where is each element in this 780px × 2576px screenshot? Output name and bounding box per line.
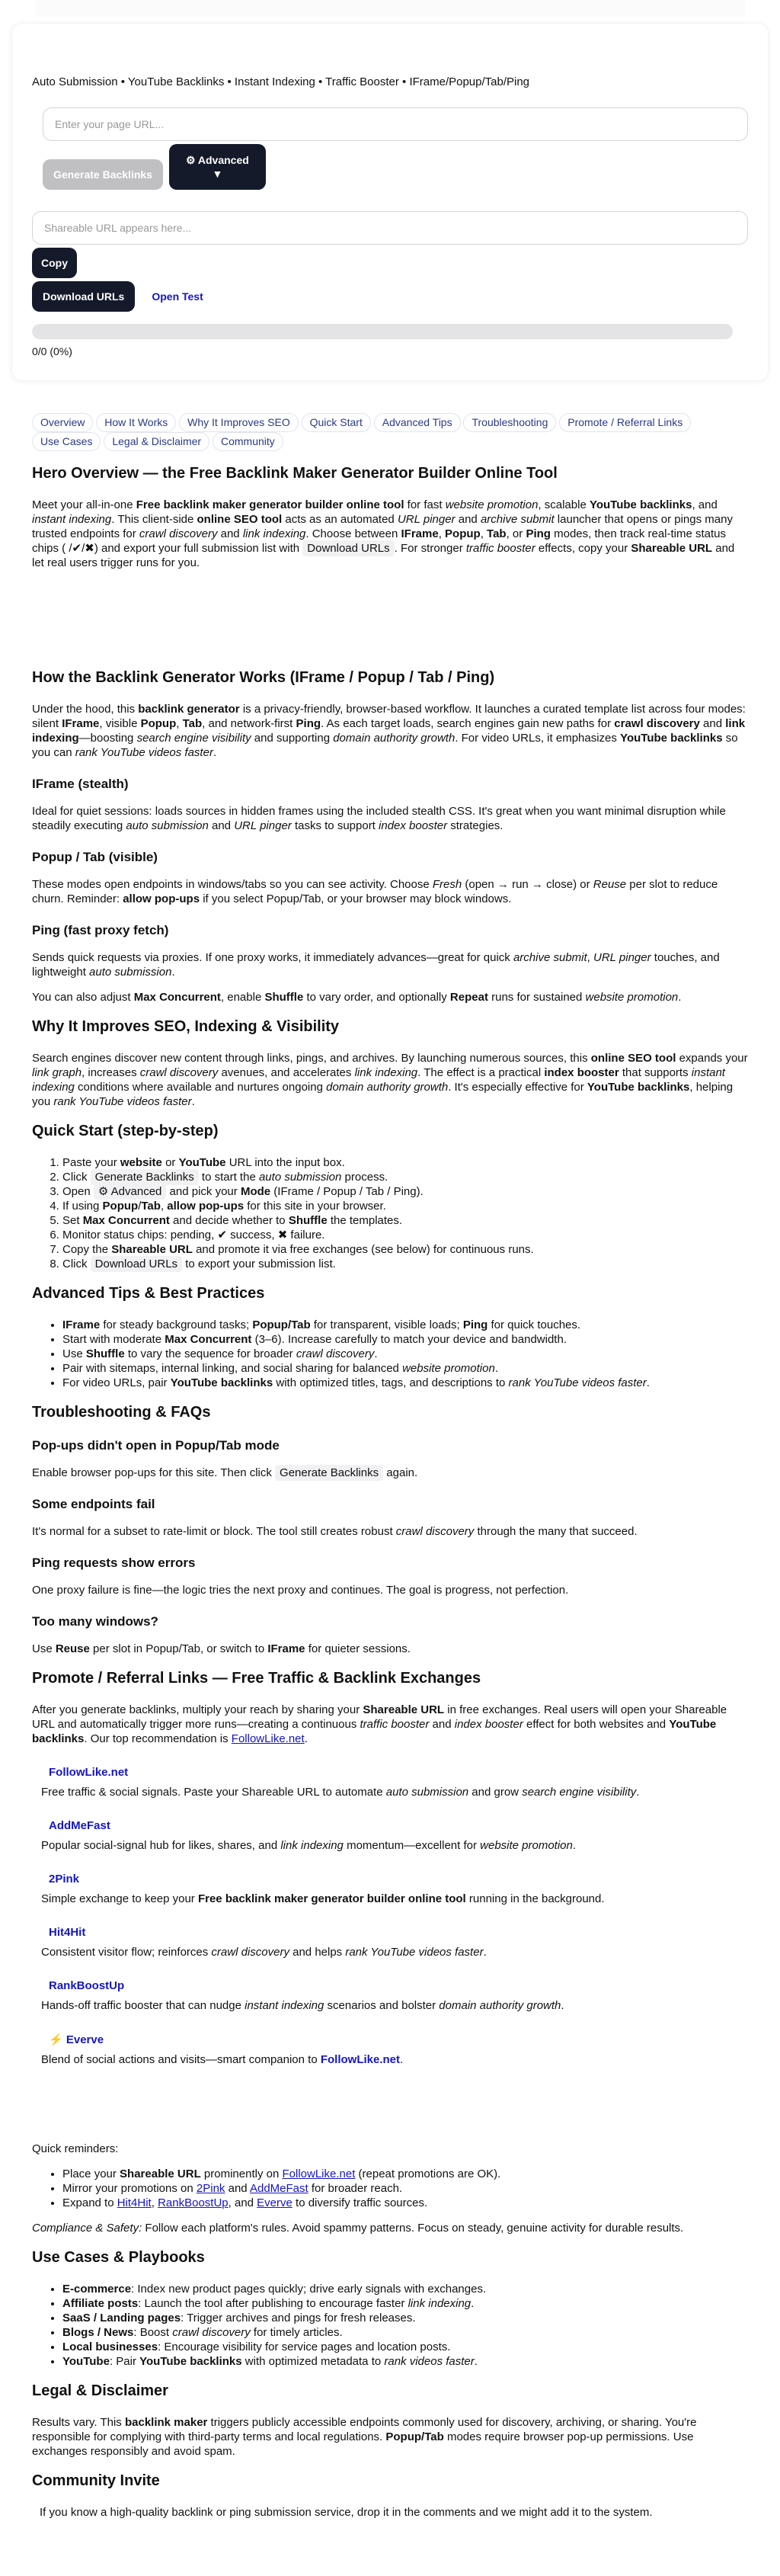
tab-troubleshooting[interactable]: Troubleshooting (463, 413, 556, 432)
promote-title: Promote / Referral Links — Free Traffic & Backlink Exchanges (32, 1670, 481, 1687)
faq-a1: Enable browser pop-ups for this site. Then click Generate Backlinks again. (32, 1466, 418, 1479)
legal-paragraph: Results vary. This backlink maker triggers publicly accessible endpoints commonly used for discovery, archiving, or sharing. You're responsible for complying with third-party terms and local regulations. Popup/Tab modes require browser pop-up permissions. Use exchanges responsibly and avoid spam. (32, 2416, 697, 2458)
referral-item (41, 2033, 750, 2067)
usecases-list (32, 2282, 750, 2369)
inline-link[interactable]: 2Pink (196, 2182, 225, 2195)
referral-item (41, 1873, 750, 1906)
tab-advanced-tips[interactable]: Advanced Tips (374, 413, 461, 432)
referral-description: Blend of social actions and visits—smart companion to FollowLike.net. (41, 2053, 404, 2066)
tab-community[interactable]: Community (213, 432, 283, 451)
tab-quick-start[interactable]: Quick Start (302, 413, 371, 432)
hero-paragraph: Meet your all-in-one Free backlink maker generator builder online tool for fast website promotion, scalable YouTube backlinks, and instant indexing. This client-side online SEO tool acts as an automated URL pinger and archive submit launcher that opens or pings many trusted endpoints for crawl discovery and link indexing. Choose between IFrame, Popup, Tab, or Ping modes, then track real-time status chips ( /✔/✖) and export your full submission list with Download URLs . For stronger traffic booster effects, copy your Shareable URL and let real users trigger runs for you. (32, 498, 735, 569)
advanced-button[interactable] (169, 144, 266, 190)
referral-link[interactable]: AddMeFast (49, 1819, 110, 1832)
progress-bar (32, 324, 733, 339)
inline-link[interactable]: FollowLike.net (231, 1732, 305, 1745)
referral-list (32, 1766, 750, 2067)
tool-card (11, 23, 769, 381)
quickstart-step: 5. Set Max Concurrent and decide whether to Shuffle the templates. (62, 1213, 750, 1228)
advanced-label: ⚙ Advanced (185, 154, 249, 166)
referral-link[interactable]: Hit4Hit (49, 1926, 86, 1939)
usecase-item: • Blogs / News: Boost crawl discovery for timely articles. (62, 2325, 750, 2340)
adjust-paragraph: You can also adjust Max Concurrent, enable Shuffle to vary order, and optionally Repeat runs for sustained website promotion. (32, 991, 682, 1004)
faq-q3: Ping requests show errors (32, 1556, 196, 1570)
tip-item: • Start with moderate Max Concurrent (3–6). Increase carefully to match your device and bandwidth. (62, 1332, 750, 1347)
quickstart-step: 4. If using Popup/Tab, allow pop-ups for this site in your browser. (62, 1199, 750, 1213)
community-title: Community Invite (32, 2472, 160, 2489)
hero-title: Hero Overview — the Free Backlink Maker Generator Builder Online Tool (32, 465, 558, 482)
copy-button[interactable]: Copy (32, 248, 77, 278)
share-placeholder: Shareable URL appears here... (44, 222, 192, 234)
inline-link[interactable]: Everve (257, 2196, 292, 2209)
inline-link[interactable]: AddMeFast (249, 2182, 308, 2195)
tab-how-it-works[interactable]: How It Works (96, 413, 176, 432)
inline-link[interactable]: Hit4Hit (117, 2196, 152, 2209)
article (0, 413, 780, 2576)
shareable-url-field[interactable] (32, 211, 748, 245)
why-title: Why It Improves SEO, Indexing & Visibility (32, 1018, 340, 1035)
inline-link[interactable]: RankBoostUp (158, 2196, 229, 2209)
inline-link[interactable]: FollowLike.net (282, 2167, 356, 2180)
tagline: Auto Submission • YouTube Backlinks • Instant Indexing • Traffic Booster • IFrame/Popup/Tab/Ping (32, 75, 530, 88)
reminders-label: Quick reminders: (32, 2142, 119, 2155)
referral-item (41, 1926, 750, 1959)
referral-link[interactable]: ⚡ Everve (49, 2033, 104, 2046)
usecase-item: • E-commerce: Index new product pages quickly; drive early signals with exchanges. (62, 2282, 750, 2296)
open-test-link[interactable]: Open Test (152, 290, 203, 303)
quickstart-step: 1. Paste your website or YouTube URL into the input box. (62, 1155, 750, 1170)
tab-why-it-improves-seo[interactable]: Why It Improves SEO (179, 413, 299, 432)
referral-description: Simple exchange to keep your Free backlink maker generator builder online tool running in the background. (41, 1892, 605, 1905)
usecase-item: • YouTube: Pair YouTube backlinks with optimized metadata to rank videos faster. (62, 2354, 750, 2369)
tab-overview[interactable]: Overview (32, 413, 93, 432)
tips-list (32, 1318, 750, 1390)
progress-text: 0/0 (0%) (32, 345, 72, 357)
url-placeholder: Enter your page URL... (55, 118, 165, 130)
quickstart-title: Quick Start (step-by-step) (32, 1123, 219, 1139)
faq-a3: One proxy failure is fine—the logic tries the next proxy and continues. The goal is progress, not perfection. (32, 1584, 569, 1597)
quickstart-step: 8. Click Download URLs to export your submission list. (62, 1257, 750, 1271)
usecases-title: Use Cases & Playbooks (32, 2249, 205, 2266)
how-paragraph: Under the hood, this backlink generator is a privacy-friendly, browser-based workflow. It launches a curated template list across four modes: silent IFrame, visible Popup, Tab, and network-first Ping. As each target loads, search engines gain new paths for crawl discovery and link indexing—boosting search engine visibility and supporting domain authority growth. For video URLs, it emphasizes YouTube backlinks so you can rank YouTube videos faster. (32, 703, 746, 759)
promote-paragraph: After you generate backlinks, multiply your reach by sharing your Shareable URL in free exchanges. Real users will open your Shareable URL and automatically trigger more runs—creating a continuous traffic booster and index booster effect for both websites and YouTube backlinks. Our top recommendation is FollowLike.net. (32, 1703, 727, 1745)
referral-link[interactable]: 2Pink (49, 1873, 80, 1886)
tab-promote-referral-links[interactable]: Promote / Referral Links (559, 413, 691, 432)
quickstart-steps (32, 1155, 750, 1271)
iframe-paragraph: Ideal for quiet sessions: loads sources in hidden frames using the included stealth CSS. It's great when you want minimal disruption while steadily executing auto submission and URL pinger tasks to support index booster strategies. (32, 805, 726, 832)
quickstart-step: 6. Monitor status chips: pending, ✔ success, ✖ failure. (62, 1228, 750, 1242)
quickstart-step: 3. Open ⚙ Advanced and pick your Mode (IFrame / Popup / Tab / Ping). (62, 1184, 750, 1199)
ping-title: Ping (fast proxy fetch) (32, 923, 169, 937)
referral-description: Consistent visitor flow; reinforces crawl discovery and helps rank YouTube videos faster. (41, 1946, 487, 1959)
community-paragraph: If you know a high-quality backlink or ping submission service, drop it in the comments and we might add it to the system. (40, 2506, 653, 2519)
compliance-note: Compliance & Safety: Follow each platform's rules. Avoid spammy patterns. Focus on steady, genuine activity for durable results. (32, 2222, 684, 2235)
tip-item: • Pair with sitemaps, internal linking, and social sharing for balanced website promotion. (62, 1361, 750, 1376)
popup-paragraph: These modes open endpoints in windows/tabs so you can see activity. Choose Fresh (open → run → close) or Reuse per slot to reduce churn. Reminder: allow pop-ups if you select Popup/Tab, or your browser may block windows. (32, 878, 718, 905)
how-title: How the Backlink Generator Works (IFrame / Popup / Tab / Ping) (32, 669, 495, 686)
faq-q1: Pop-ups didn't open in Popup/Tab mode (32, 1438, 280, 1453)
page-url-input[interactable] (43, 107, 748, 141)
referral-description: Popular social-signal hub for likes, shares, and link indexing momentum—excellent for website promotion. (41, 1839, 577, 1852)
referral-description: Hands-off traffic booster that can nudge instant indexing scenarios and bolster domain authority growth. (41, 1999, 564, 2012)
reminders-list (32, 2167, 750, 2210)
faq-q4: Too many windows? (32, 1614, 158, 1629)
faq-a4: Use Reuse per slot in Popup/Tab, or switch to IFrame for quieter sessions. (32, 1642, 411, 1655)
quickstart-step: 7. Copy the Shareable URL and promote it via free exchanges (see below) for continuous runs. (62, 1242, 750, 1257)
popup-title: Popup / Tab (visible) (32, 850, 158, 864)
iframe-title: IFrame (stealth) (32, 777, 129, 791)
legal-title: Legal & Disclaimer (32, 2382, 168, 2399)
referral-item (41, 1979, 750, 2013)
tip-item: • IFrame for steady background tasks; Popup/Tab for transparent, visible loads; Ping for quick touches. (62, 1318, 750, 1332)
download-urls-button[interactable]: Download URLs (32, 281, 135, 312)
referral-link[interactable]: FollowLike.net (49, 1766, 129, 1779)
why-paragraph: Search engines discover new content through links, pings, and archives. By launching numerous sources, this online SEO tool expands your link graph, increases crawl discovery avenues, and accelerates link indexing. The effect is a practical index booster that supports instant indexing conditions where available and nurtures ongoing domain authority growth. It's especially effective for YouTube backlinks, helping you rank YouTube videos faster. (32, 1052, 748, 1108)
reminder-item: • Place your Shareable URL prominently on FollowLike.net (repeat promotions are OK). (62, 2167, 750, 2181)
referral-description: Free traffic & social signals. Paste your Shareable URL to automate auto submission and grow search engine visibility. (41, 1786, 640, 1799)
referral-item (41, 1766, 750, 1799)
tips-title: Advanced Tips & Best Practices (32, 1285, 265, 1302)
faq-q2: Some endpoints fail (32, 1497, 155, 1511)
usecase-item: • SaaS / Landing pages: Trigger archives and pings for fresh releases. (62, 2311, 750, 2325)
reminder-item: • Mirror your promotions on 2Pink and AddMeFast for broader reach. (62, 2181, 750, 2196)
referral-link[interactable]: RankBoostUp (49, 1979, 125, 1992)
reminder-item: • Expand to Hit4Hit, RankBoostUp, and Everve to diversify traffic sources. (62, 2196, 750, 2210)
generate-backlinks-button[interactable]: Generate Backlinks (43, 159, 163, 190)
usecase-item: • Affiliate posts: Launch the tool after publishing to encourage faster link indexing. (62, 2296, 750, 2311)
referral-item (41, 1819, 750, 1853)
faq-title: Troubleshooting & FAQs (32, 1404, 211, 1421)
tip-item: • For video URLs, pair YouTube backlinks with optimized titles, tags, and descriptions to rank YouTube videos faster. (62, 1376, 750, 1390)
top-strip (35, 0, 745, 17)
tab-use-cases[interactable]: Use Cases (32, 432, 101, 451)
faq-a2: It's normal for a subset to rate-limit or block. The tool still creates robust crawl discovery through the many that succeed. (32, 1525, 638, 1538)
usecase-item: • Local businesses: Encourage visibility for service pages and location posts. (62, 2340, 750, 2354)
inline-link[interactable]: FollowLike.net (320, 2053, 401, 2066)
chevron-down-icon: ▼ (212, 168, 223, 180)
tip-item: • Use Shuffle to vary the sequence for broader crawl discovery. (62, 1347, 750, 1361)
tab-legal-disclaimer[interactable]: Legal & Disclaimer (104, 432, 209, 451)
section-nav (32, 413, 740, 451)
ping-paragraph: Sends quick requests via proxies. If one proxy works, it immediately advances—great for quick archive submit, URL pinger touches, and lightweight auto submission. (32, 951, 720, 979)
quickstart-step: 2. Click Generate Backlinks to start the auto submission process. (62, 1170, 750, 1184)
